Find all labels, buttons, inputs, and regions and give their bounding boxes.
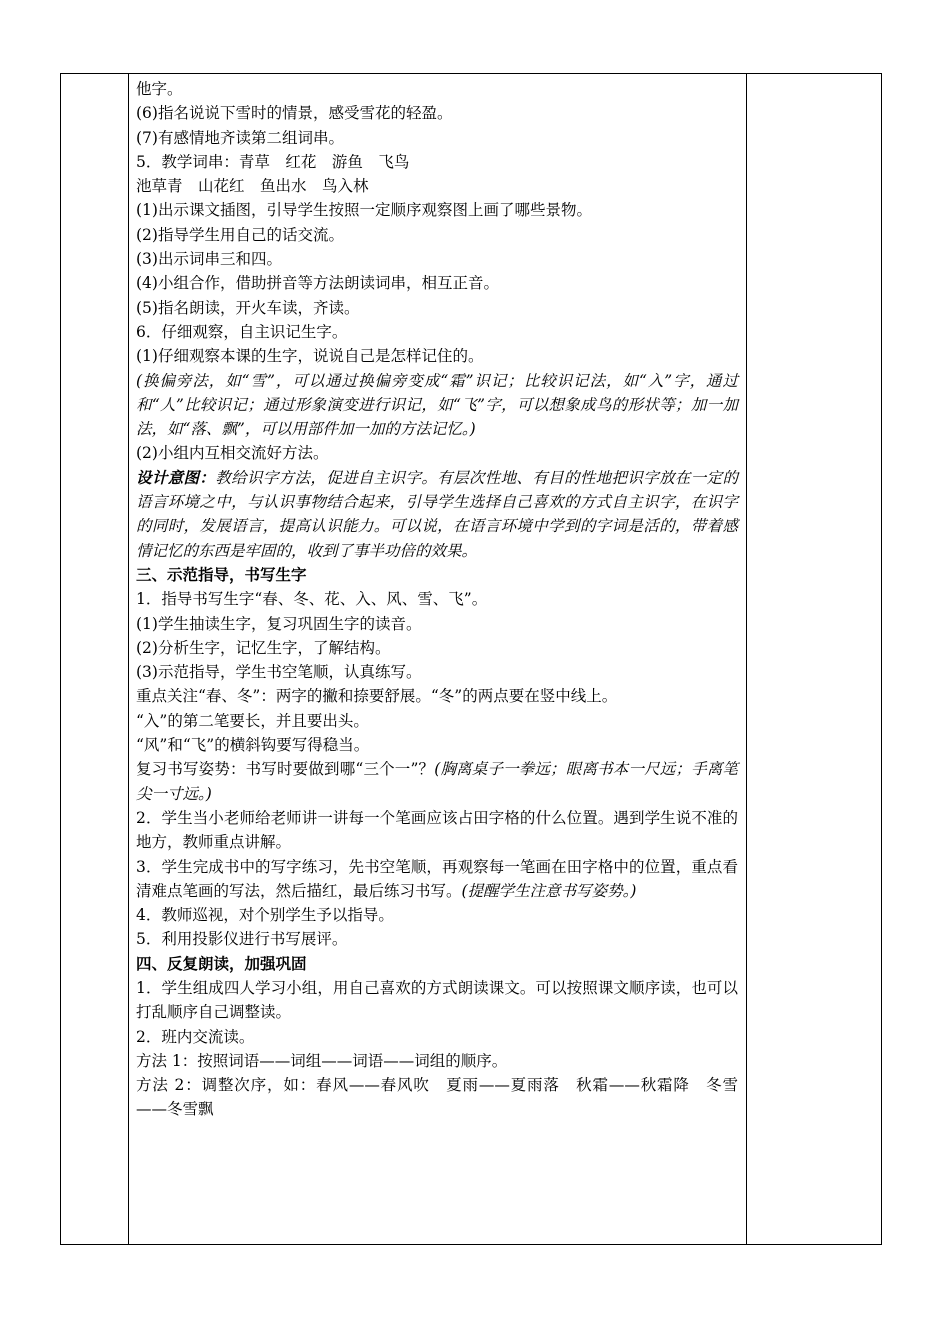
paragraph-text: (3)出示词串三和四。	[136, 250, 282, 269]
paragraph-text: 重点关注“春、冬”：两字的撇和捺要舒展。“冬”的两点要在竖中线上。	[136, 687, 618, 706]
paragraph-text: (4)小组合作，借助拼音等方法朗读词串，相互正音。	[136, 274, 499, 293]
paragraph-text: 5．教学词串：青草 红花 游鱼 飞鸟	[136, 152, 410, 171]
paragraph	[136, 369, 738, 442]
paragraph	[136, 320, 738, 344]
paragraph	[136, 563, 738, 587]
paragraph	[136, 198, 738, 222]
paragraph-text: 4．教师巡视，对个别学生予以指导。	[136, 906, 394, 925]
paragraph-text: (1)学生抽读生字，复习巩固生字的读音。	[136, 614, 422, 633]
paragraph-text: 他字。	[136, 80, 183, 98]
design-intent-label: 设计意图：	[136, 467, 216, 487]
paragraph	[136, 587, 738, 611]
paragraph	[136, 77, 738, 101]
paragraph	[136, 733, 738, 757]
paragraph-text: “入”的第二笔要长，并且要出头。	[136, 711, 369, 730]
paragraph	[136, 1025, 738, 1049]
paragraph	[136, 271, 738, 295]
lesson-plan-table	[60, 73, 882, 1245]
paragraph	[136, 903, 738, 927]
paragraph	[136, 660, 738, 684]
paragraph	[136, 709, 738, 733]
paragraph	[136, 927, 738, 951]
paragraph	[136, 757, 738, 806]
paragraph-text: 1．指导书写生字“春、冬、花、入、风、雪、飞”。	[136, 590, 488, 609]
paragraph-text: (7)有感情地齐读第二组词串。	[136, 128, 344, 147]
paragraph	[136, 976, 738, 1025]
paragraph-text: (5)指名朗读，开火车读，齐读。	[136, 298, 360, 317]
paragraph-text: (2)分析生字，记忆生字，了解结构。	[136, 638, 391, 657]
paragraph	[136, 636, 738, 660]
paragraph	[136, 150, 738, 174]
paragraph	[136, 684, 738, 708]
paragraph-text: 2．班内交流读。	[136, 1027, 255, 1046]
paragraph-text: 6．仔细观察，自主识记生字。	[136, 322, 348, 341]
right-blank-cell	[747, 74, 882, 1245]
lesson-content	[129, 74, 746, 1122]
paragraph-text: (1)仔细观察本课的生字，说说自己是怎样记住的。	[136, 347, 484, 366]
paragraph	[136, 174, 738, 198]
paragraph	[136, 247, 738, 271]
paragraph	[136, 1073, 738, 1122]
paragraph-note: (胸离桌子一拳远；眼离书本一尺远；手离笔尖一寸远。)	[136, 760, 738, 803]
paragraph-text: 3．学生完成书中的写字练习，先书空笔顺，再观察每一笔画在田字格中的位置，重点看清难点笔画的写法，然后描红，最后练习书写。	[136, 857, 738, 900]
paragraph	[136, 466, 738, 563]
paragraph-text: (3)示范指导，学生书空笔顺，认真练写。	[136, 663, 422, 682]
paragraph-text: (2)指导学生用自己的话交流。	[136, 225, 344, 244]
paragraph-note: (提醒学生注意书写姿势。)	[461, 881, 637, 900]
paragraph-text: 复习书写姿势：书写时要做到哪“三个一”？	[136, 760, 435, 779]
left-blank-cell	[61, 74, 129, 1245]
paragraph-text: 2．学生当小老师给老师讲一讲每一个笔画应该占田字格的什么位置。遇到学生说不准的地方，教师重点讲解。	[136, 808, 738, 852]
paragraph-text: (换偏旁法，如“雪”，可以通过换偏旁变成“霜”识记；比较识记法，如“入”字，通过和“人”比较识记；通过形象演变进行识记，如“飞”字，可以想象成鸟的形状等；加一加法，如“落、飘”，可以用部件加一加的方法记忆。)	[136, 371, 738, 439]
paragraph-text: 池草青 山花红 鱼出水 鸟入林	[136, 177, 369, 196]
paragraph-text: (1)出示课文插图，引导学生按照一定顺序观察图上画了哪些景物。	[136, 201, 592, 220]
paragraph	[136, 344, 738, 368]
paragraph-text: 三、示范指导，书写生字	[136, 564, 307, 584]
paragraph	[136, 126, 738, 150]
paragraph-text: “风”和“飞”的横斜钩要写得稳当。	[136, 736, 370, 755]
content-cell	[129, 74, 747, 1245]
paragraph-text: 方法 2：调整次序，如：春风——春风吹 夏雨——夏雨落 秋霜——秋霜降 冬雪——冬雪飘	[136, 1076, 738, 1119]
paragraph	[136, 441, 738, 465]
paragraph	[136, 101, 738, 125]
table-row	[61, 74, 882, 1245]
paragraph-text: (2)小组内互相交流好方法。	[136, 444, 329, 463]
paragraph	[136, 1049, 738, 1073]
paragraph	[136, 855, 738, 904]
paragraph-text: 四、反复朗读，加强巩固	[136, 953, 307, 973]
paragraph-text: 5．利用投影仪进行书写展评。	[136, 930, 348, 949]
paragraph-text: 教给识字方法，促进自主识字。有层次性地、有目的性地把识字放在一定的语言环境之中，与认识事物结合起来，引导学生选择自己喜欢的方式自主识字，在识字的同时，发展语言，提高认识能力。可以说，在语言环境中学到的字词是活的，带着感情记忆的东西是牢固的，收到了事半功倍的效果。	[136, 468, 738, 560]
paragraph-text: 方法 1：按照词语——词组——词语——词组的顺序。	[136, 1051, 508, 1070]
paragraph	[136, 223, 738, 247]
paragraph-text: (6)指名说说下雪时的情景，感受雪花的轻盈。	[136, 104, 453, 123]
paragraph	[136, 296, 738, 320]
paragraph-text: 1．学生组成四人学习小组，用自己喜欢的方式朗读课文。可以按照课文顺序读，也可以打乱顺序自己调整读。	[136, 978, 738, 1022]
paragraph	[136, 612, 738, 636]
paragraph	[136, 952, 738, 976]
paragraph	[136, 806, 738, 855]
